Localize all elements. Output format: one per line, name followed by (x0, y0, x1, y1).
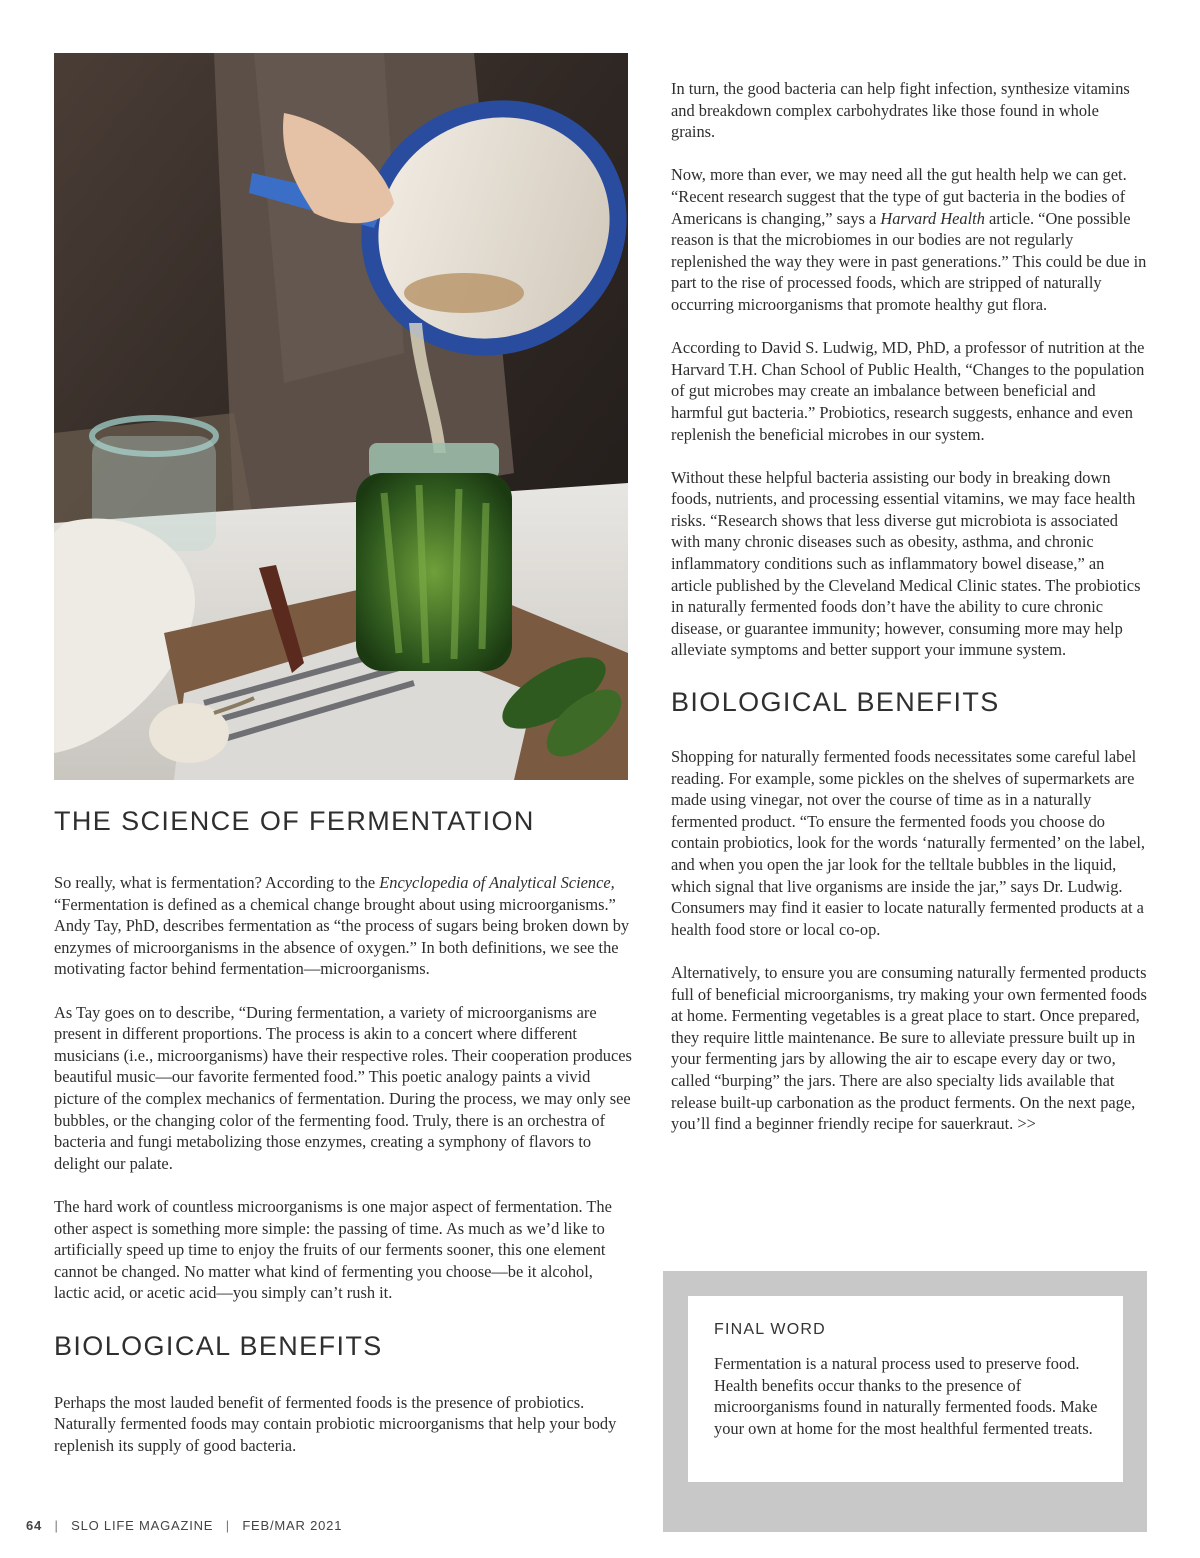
left-column (54, 806, 632, 1457)
paragraph-ludwig: According to David S. Ludwig, MD, PhD, a professor of nutrition at the Harvard T.H. Chan School of Public Health, “Changes to the population of gut microbes may create an imbalance between beneficial and harmful gut bacteria.” Probiotics, research suggests, enhance and even replenish the beneficial microbes in our system. (671, 338, 1145, 444)
footer-separator: | (54, 1518, 59, 1533)
paragraph-text: “Fermentation is defined as a chemical change brought about using microorganisms.” Andy Tay, PhD, describes fermentation as “the process of sugars being broken down by enzymes of microorganisms in the absence of oxygen.” In both definitions, we see the motivating factor behind fermentation—microorganisms. (54, 894, 630, 979)
section-heading-science: THE SCIENCE OF FERMENTATION (54, 806, 535, 836)
paragraph-fermentation-definition (54, 872, 632, 980)
harvard-health-citation: Harvard Health (880, 208, 985, 228)
paragraph-probiotics: Perhaps the most lauded benefit of fermented foods is the presence of probiotics. Naturally fermented foods may contain probiotic microorganisms that help your body replenish its supply of good bacteria. (54, 1392, 617, 1456)
paragraph-text: So really, what is fermentation? According to the (54, 873, 380, 892)
paragraph-health-risks: Without these helpful bacteria assisting our body in breaking down foods, nutrients, and processing essential vitamins, we may face health risks. “Research shows that less diverse gut microbiota is associated with many chronic diseases such as obesity, asthma, and chronic inflammatory conditions such as inflammatory bowel disease,” an article published by the Cleveland Medical Clinic states. The probiotics in naturally fermented foods don’t have the ability to cure chronic disease, or guarantee immunity; however, consuming more may help alleviate symptoms and better support your immune system. (671, 467, 1141, 660)
paragraph-make-your-own: Alternatively, to ensure you are consuming naturally fermented products full of beneficial microorganisms, try making your own fermented foods at home. Fermenting vegetables is a great place to start. Once prepared, they require little maintenance. Be sure to alleviate pressure built up in your fermenting jars by allowing the air to escape every day or two, called “burping” the jars. There are also specialty lids available that release built-up carbonation as the product ferments. On the next page, you’ll find a beginner friendly recipe for sauerkraut. >> (671, 962, 1147, 1134)
page-footer (26, 1518, 342, 1533)
paragraph-passing-of-time: The hard work of countless microorganisms is one major aspect of fermentation. The other aspect is something more simple: the passing of time. As much as we’d like to artificially speed up time to enjoy the fruits of our ferments sooner, this one element cannot be changed. No matter what kind of fermenting you choose—be it alcohol, lactic acid, or acetic acid—you simply can’t rush it. (54, 1196, 612, 1303)
paragraph-tay-analogy: As Tay goes on to describe, “During fermentation, a variety of microorganisms are present in different proportions. The process is akin to a concert where different musicians (i.e., microorganisms) have their respective roles. Their cooperation produces beautiful music—our favorite fermented food.” This poetic analogy paints a vivid picture of the complex mechanics of fermentation. During the process, we may only see bubbles, or the changing color of the fermenting food. Truly, there is an orchestra of bacteria and fungi metabolizing those enzymes, creating a symphony of flavors to delight our palate. (54, 1002, 632, 1173)
final-word-text: Fermentation is a natural process used to preserve food. Health benefits occur thanks to the presence of microorganisms found in naturally fermented foods. Make your own at home for the most healthful fermented treats. (714, 1354, 1098, 1438)
footer-separator: | (225, 1518, 230, 1533)
paragraph-gut-health (671, 164, 1147, 315)
paragraph-label-reading: Shopping for naturally fermented foods necessitates some careful label reading. For example, some pickles on the shelves of supermarkets are made using vinegar, not over the course of time as in a naturally fermented product. “To ensure the fermented foods you choose do contain probiotics, look for the words ‘naturally fermented’ on the label, and when you open the jar look for the telltale bubbles in the liquid, which signal that live organisms are inside the jar,” says Dr. Ludwig. Consumers may find it easier to locate naturally fermented products at a health food store or local co-op. (671, 747, 1145, 939)
right-column (671, 78, 1147, 1135)
photo-illustration (54, 53, 628, 780)
paragraph-good-bacteria: In turn, the good bacteria can help fight infection, synthesize vitamins and breakdown complex carbohydrates like those found in whole grains. (671, 79, 1130, 142)
section-heading-biological-benefits: BIOLOGICAL BENEFITS (54, 1330, 383, 1361)
section-heading-biological-benefits-2: BIOLOGICAL BENEFITS (671, 687, 1000, 718)
final-word-box (663, 1271, 1147, 1532)
encyclopedia-citation: Encyclopedia of Analytical Science, (379, 873, 615, 892)
page-number: 64 (26, 1518, 43, 1533)
pickling-jar-photo (54, 53, 628, 780)
final-word-title: FINAL WORD (714, 1321, 826, 1338)
magazine-name: SLO LIFE MAGAZINE (71, 1518, 214, 1533)
issue-date: FEB/MAR 2021 (242, 1518, 343, 1533)
paragraph-text: Now, more than ever, we may need all the gut health help we can get. “Recent research suggest that the type of gut bacteria in the bodies of Americans is changing,” says a (671, 165, 1127, 228)
paragraph-text: article. “One possible reason is that the microbiomes in our bodies are not regularly replenished the way they were in past generations.” This could be due in part to the rise of processed foods, which are stripped of naturally occurring microorganisms that promote healthy gut flora. (671, 208, 1147, 314)
final-word-inner (688, 1296, 1123, 1482)
